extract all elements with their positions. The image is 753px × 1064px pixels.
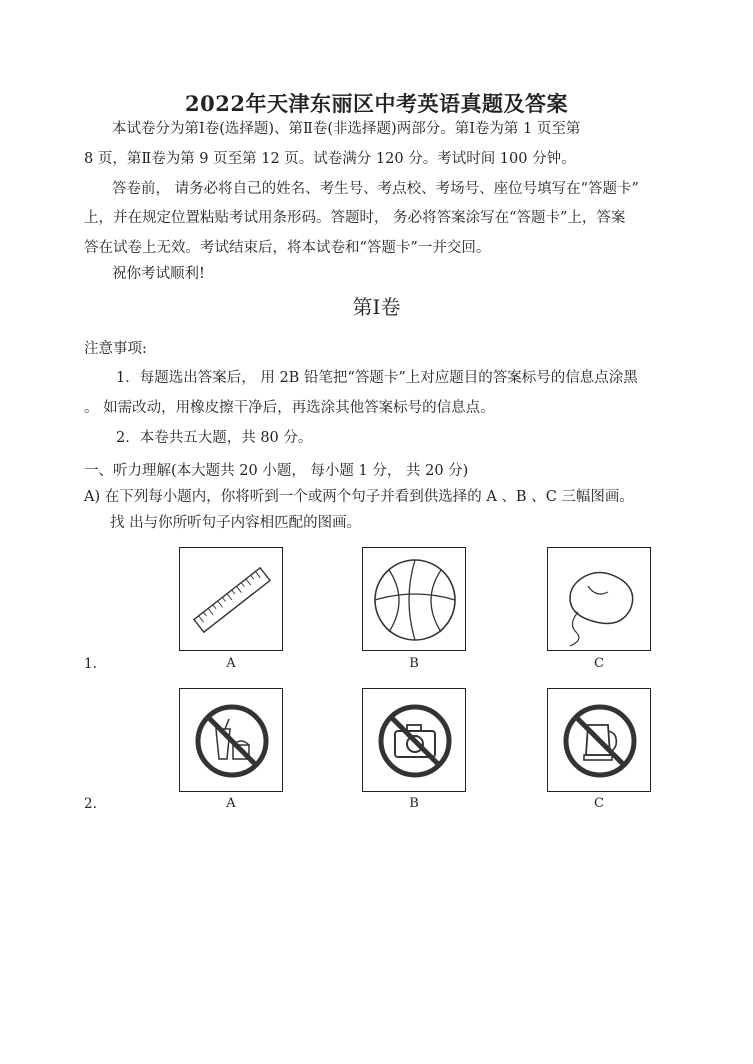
- volume-title: 第Ⅰ卷: [352, 295, 401, 319]
- option-box-1c[interactable]: [547, 547, 651, 651]
- section-1-heading: 一、听力理解(本大题共 20 小题， 每小题 1 分， 共 20 分): [84, 463, 469, 479]
- no-camera-icon: [363, 689, 467, 793]
- question-number: 1.: [84, 656, 97, 672]
- no-food-drink-icon: [180, 689, 284, 793]
- notes-item-1-line-1: 1．每题选出答案后， 用 2B 铅笔把“答题卡”上对应题目的答案标号的信息点涂黑: [116, 370, 638, 386]
- option-box-1a[interactable]: [179, 547, 283, 651]
- option-label: A: [226, 656, 236, 671]
- question-number: 2.: [84, 796, 97, 812]
- basketball-icon: [363, 548, 467, 652]
- part-a-instruction-line-2: 找 出与你所听句子内容相匹配的图画。: [110, 515, 362, 531]
- part-a-instruction-line-1: A) 在下列每小题内，你将听到一个或两个句子并看到供选择的 A 、B 、C 三幅图画。: [84, 489, 634, 505]
- option-box-1b[interactable]: [362, 547, 466, 651]
- notes-item-2: 2．本卷共五大题，共 80 分。: [116, 430, 313, 446]
- intro-line-3: 答卷前， 请务必将自己的姓名、考生号、考点校、考场号、座位号填写在“答题卡”: [112, 181, 639, 197]
- option-box-2a[interactable]: [179, 688, 283, 792]
- intro-line-6: 祝你考试顺利!: [112, 266, 205, 282]
- option-label: A: [226, 796, 236, 811]
- notes-heading: 注意事项:: [84, 341, 147, 357]
- intro-line-4: 上，并在规定位置粘贴考试用条形码。答题时， 务必将答案涂写在“答题卡”上，答案: [84, 210, 626, 226]
- option-box-2b[interactable]: [362, 688, 466, 792]
- intro-line-5: 答在试卷上无效。考试结束后，将本试卷和“答题卡”一并交回。: [84, 240, 491, 256]
- no-kettle-icon: [548, 689, 652, 793]
- option-label: C: [594, 656, 604, 671]
- notes-item-1-line-2: 。 如需改动，用橡皮擦干净后，再选涂其他答案标号的信息点。: [84, 400, 495, 416]
- option-label: B: [409, 656, 419, 671]
- option-label: B: [409, 796, 419, 811]
- ruler-icon: [180, 548, 284, 652]
- option-box-2c[interactable]: [547, 688, 651, 792]
- intro-line-2: 8 页，第Ⅱ卷为第 9 页至第 12 页。试卷满分 120 分。考试时间 100 分钟。: [84, 151, 576, 167]
- option-label: C: [594, 796, 604, 811]
- page-title: 2022年天津东丽区中考英语真题及答案: [185, 91, 568, 116]
- computer-mouse-icon: [548, 548, 652, 652]
- intro-line-1: 本试卷分为第Ⅰ卷(选择题)、第Ⅱ卷(非选择题)两部分。第Ⅰ卷为第 1 页至第: [112, 121, 581, 137]
